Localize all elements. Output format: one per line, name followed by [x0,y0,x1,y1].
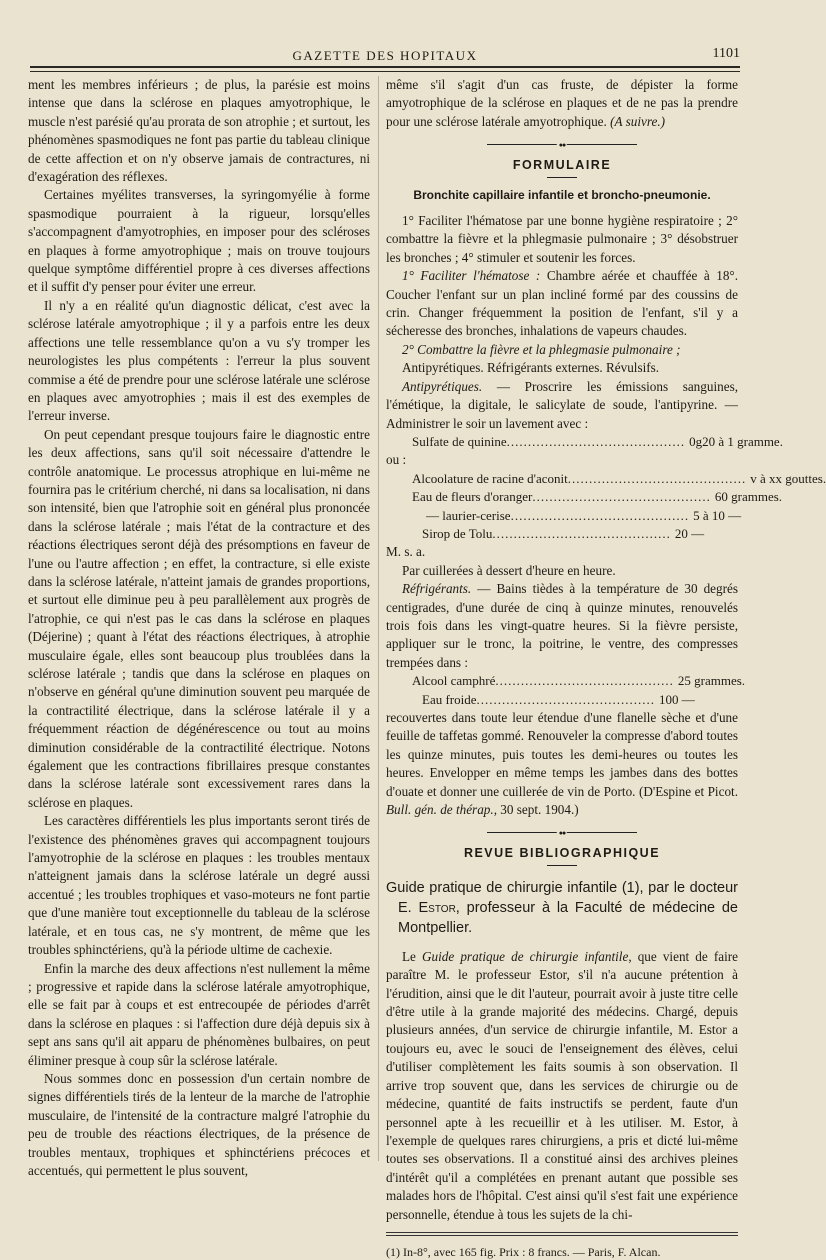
header-rule-thin [30,71,740,72]
heading-rule [547,865,577,866]
paragraph-label: 1° Faciliter l'hématose : [402,268,541,284]
paragraph: Enfin la marche des deux affections n'est nullement la même ; progressive et rapide dans la sclérose latérale amyotrophique, elle se fait par à coups et est entrecoupée de périodes d'arrêt dans la sclérose en plaques : si l'affection dure déjà depuis six à sept ans sans qu'il ait apparu de phénomènes bulbaires, on peut éliminer presque à coup sûr la sclérose latérale. [28,960,370,1068]
revue-heading: REVUE BIBLIOGRAPHIQUE [463,846,661,861]
book-title-text: , professeur à la Faculté de médecine de Montpellier. [398,899,739,936]
journal-title: GAZETTE DES HOPITAUX [292,48,478,63]
formula-row [412,691,695,709]
formula-row [412,433,783,451]
formula-block-1 [386,433,783,451]
intro-paragraph [386,76,738,131]
formula-amount: 100 — [659,691,695,707]
formula-item: Alcoolature de racine d'aconit [412,470,568,486]
formula-block-3 [386,672,746,709]
paragraph-label: Réfrigérants. [402,581,472,597]
book-title-text: Guide pratique de chirurgie infantile (1), par le docteur E. [386,879,738,916]
paragraph-text: recouvertes dans toute leur étendue d'une flanelle sèche et d'une feuille de taffetas gommé. Renouveler la compresse d'abord toutes les quinze minutes, puis toutes les demi-heures ou toutes les heures. Envelopper en même temps les jambes dans des bottes d'ouate et donner une cuillerée de vin de Porto. (D'Espine et Picot. [386,710,738,799]
formula-amount: 60 grammes. [714,489,783,505]
right-column [386,76,826,1260]
suite-note: (A suivre.) [610,113,666,129]
paragraph: 1° Faciliter l'hématose par une bonne hygiène respiratoire ; 2° combattre la fièvre et la phlegmasie pulmonaire ; 3° désobstruer les bronches ; 4° stimuler et soutenir les forces. [386,213,738,265]
paragraph: On peut cependant presque toujours faire le diagnostic entre les deux affections, sans qu'il soit nécessaire d'attendre le contrôle anatomique. Le processus atrophique en lui-même ne fournira pas le critérium cherché, ni dans sa localisation, ni dans son intensité, bien que l'atrophie soit en général plus prononcée dans la sclérose latérale ; mais l'état de la contracture et des réactions électriques seront déjà des présomptions en faveur de l'une ou l'autre affection ; en effet, la contracture, si elle existe dans la sclérose latérale, n'atteint jamais de grandes proportions, et surtout elle diminue peu à peu parallèlement aux progrès de l'atrophie, ce qui n'est pas le cas dans la sclérose en plaques (Déjerine) ; quant à l'état des réactions électriques, à atrophie musculaire égale, elles sont beaucoup plus troublées dans la sclérose latérale ; tandis que dans la sclérose en plaques on n'observe en général qu'une diminution souvent peu marquée de la contractilité électrique, dans la sclérose latérale il y a fréquemment réaction de dégénérescence ou tout au moins diminution considérable de la contractilité électrique. Notons également que les contractions fibrillaires presque constantes dans la sclérose latérale sont excessivement rares dans la sclérose en plaques. [28,426,370,810]
paragraph-text: Le [402,948,423,964]
formula-row [412,488,783,506]
paragraph [386,341,738,359]
footnote-rule [386,1232,738,1233]
paragraph-text: — Proscrire les émissions sanguines, l'émétique, la digitale, le salicylate de soude, l'antipyrine. — Administrer le soir un lavement avec : [386,378,738,431]
formulaire-heading: FORMULAIRE [512,158,612,173]
book-title [386,878,739,938]
source-title: Bull. gén. de thérap. [386,802,494,818]
formula-amount: 0g20 à 1 gramme. [689,433,783,449]
formula-item: Eau de fleurs d'oranger [412,489,533,505]
page-header [30,44,740,66]
paragraph [386,709,738,819]
leader-dots: .......................................... [492,525,671,541]
column-divider [378,76,379,1161]
paragraph [386,948,738,1224]
formula-block-2 [386,470,826,544]
paragraph: Certaines myélites transverses, la syringomyélie à forme spasmodique pourraient à la rigueur, lorsqu'elles s'accompagnent d'amyotrophies, en imposer pour des scléroses en plaques à forme amyotrophique ; mais on trouve toujours quelque symptôme différentiel propre à ces diverses affections et il suffit d'y penser pour éviter une erreur. [28,187,370,295]
formula-row [412,672,746,690]
formula-item: Sirop de Tolu [422,525,493,541]
formula-amount: 20 — [674,525,705,541]
section-separator [487,829,637,836]
paragraph [386,267,738,341]
paragraph [386,580,738,672]
left-column [28,76,370,1180]
leader-dots: .......................................... [476,691,656,707]
formulaire-subheading: Bronchite capillaire infantile et broncho-pneumonie. [413,187,711,202]
paragraph: Les caractères différentiels les plus importants seront tirés de l'existence des phénomènes graves qui accompagnent toujours l'amyotrophie de la sclérose en plaques : les troubles mentaux n'atteignent jamais dans la sclérose latérale un degré aussi accentué ; les troubles trophiques et vaso-moteurs ne font partie que d'une manière tout exceptionnelle du tableau de la sclérose latérale, et en tous cas, ne s'y montrent, de même que les troubles sphinctériens, qu'à la période ultime de cachexie. [28,813,370,958]
formula-amount: 5 à 10 — [693,507,742,523]
book-author: Estor [418,899,456,916]
formula-item: Alcool camphré [412,673,496,689]
paragraph: ment les membres inférieurs ; de plus, la parésie est moins intense que dans la sclérose en plaques amyotrophique, le muscle n'est parésié qu'au prorata de son atrophie ; et surtout, les phénomènes spasmodiques ne font pas partie du tableau clinique de cette affection et on n'y observe jamais de contractures, ni d'exagération des réflexes. [28,77,370,185]
formula-item: — laurier-cerise [426,507,511,523]
footnote: (1) In-8°, avec 165 fig. Prix : 8 francs. — Paris, F. Alcan. [386,1244,661,1259]
leader-dots: .......................................... [510,507,690,523]
paragraph-text: — Bains tièdes à la température de 30 degrés centigrades, d'une durée de cinq à quinze minutes, renouvelés trois fois dans les vingt-quatre heures. Si la fièvre persiste, appliquer sur le tronc, la poitrine, le ventre, des compresses trempées dans : [386,581,738,670]
leader-dots: .......................................... [495,673,674,689]
formula-row [412,507,742,525]
page-number: 1101 [712,46,740,61]
leader-dots: .......................................... [506,433,686,449]
book-title-italic: Guide pratique de chirurgie infantile [422,948,629,964]
intro-text: même s'il s'agit d'un cas fruste, de dépister la forme amyotrophique de la sclérose en plaques et de ne pas la prendre pour une sclérose latérale amyotrophique. [386,77,738,129]
ou-text: ou : [386,452,407,468]
paragraph-label: 2° Combattre la fièvre et la phlegmasie pulmonaire ; [402,341,681,357]
formula-item: Sulfate de quinine [412,433,507,449]
formula-amount: 25 grammes. [677,673,746,689]
paragraph [386,378,738,433]
section-separator [487,141,637,148]
ms-text: M. s. a. [386,544,426,560]
formula-amount: v à xx gouttes. [750,470,826,486]
leader-dots: .......................................... [532,489,711,505]
formula-row [412,470,826,488]
paragraph-label: Antipyrétiques. [402,378,483,394]
footnote-rule [386,1235,738,1236]
paragraph: Nous sommes donc en possession d'un certain nombre de signes différentiels tirés de la lenteur de la marche de l'atrophie musculaire, de l'intensité de la contracture malgré l'atrophie du peu de trouble des réactions électriques, de la présence de troubles mentaux, trophiques et sphinctériens précoces et accentués, qui permettent le plus souvent, [28,1070,370,1178]
paragraph: Antipyrétiques. Réfrigérants externes. Révulsifs. [402,360,660,376]
paragraph: Il n'y a en réalité qu'un diagnostic délicat, c'est avec la sclérose latérale amyotrophique ; il y a parfois entre les deux affections une telle ressemblance qu'on a vu s'y tromper les neurologistes les plus compétents : l'erreur la plus souvent commise a été de prendre pour une sclérose latérale une sclérose en plaques avec amyotrophies ; mais il est des exemples de l'erreur inverse. [28,297,370,424]
header-rule-thick [30,66,740,68]
formula-row [412,525,705,543]
source-date: , 30 sept. 1904.) [493,802,579,818]
leader-dots: .......................................... [567,470,747,486]
paragraph: Par cuillerées à dessert d'heure en heure. [402,562,616,578]
paragraph-text: Chambre aérée et chauffée à 18°. Coucher l'enfant sur un plan incliné formé par des coussins de crin. Changer fréquemment la position de l'enfant, s'il y a sécheresse des bronches, inhalations de vapeurs chaudes. [386,268,739,339]
heading-rule [547,177,577,178]
formula-item: Eau froide [422,691,477,707]
paragraph-text: , que vient de faire paraître M. le professeur Estor, s'il n'a aucune prétention à l'érudition, ainsi que le dit l'auteur, pourrait avoir à juste titre celle d'être utile à la grande majorité des médecins. Chargé, depuis plusieurs années, d'un service de chirurgie infantile, M. Estor a toujours eu, avec le souci de l'enseignement des élèves, celui d'utiliser complètement les faits soumis à son observation. Il arrive trop souvent que, dans les services de chirurgie ou de médecine, quantité de faits instructifs se perdent, faute d'un personnel apte à les recueillir et à les utiliser. M. Estor, à l'exemple de quelques rares chirurgiens, a pris et dicté lui-même toutes ses observations. Il a constitué ainsi des archives pleines d'intérêt qu'il a complétées en prenant autant que possible ses malades hors de l'hôpital. C'est ainsi qu'il s'est fait une expérience personnelle, étendue à tous les sujets de la chi- [386,948,738,1222]
